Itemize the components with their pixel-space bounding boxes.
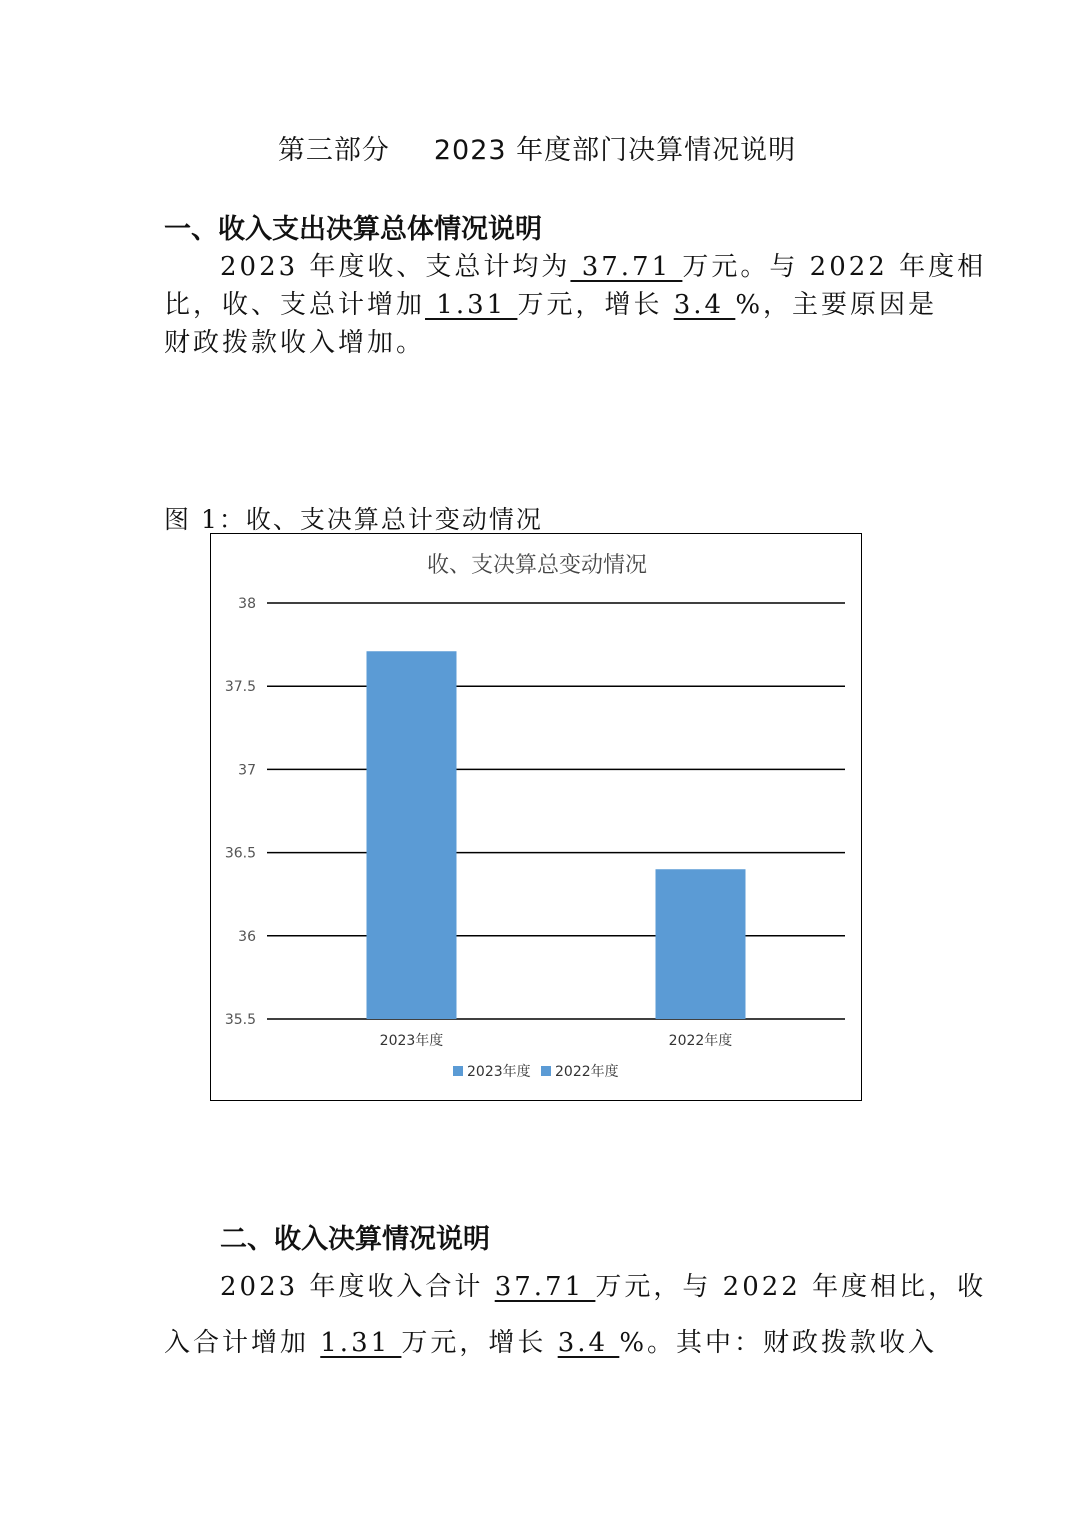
- text-segment: 万元，增长: [517, 290, 674, 320]
- text-segment: 2023 年度收入合计: [220, 1272, 495, 1302]
- legend-label: 2022年度: [555, 1064, 619, 1080]
- figure-caption: 图 1：收、支决算总计变动情况: [164, 505, 543, 534]
- section2-line1: [220, 1266, 986, 1303]
- y-tick-label: 36.5: [224, 845, 256, 862]
- legend-label: 2023年度: [467, 1064, 531, 1080]
- y-tick-label: 37: [238, 762, 256, 779]
- section1-line3: 财政拨款收入增加。: [164, 328, 426, 358]
- y-tick-label: 37.5: [224, 679, 256, 696]
- total-value: 37.71: [570, 252, 683, 282]
- y-tick-label: 35.5: [224, 1012, 256, 1028]
- section1-heading: 一、收入支出决算总体情况说明: [164, 214, 542, 245]
- x-category-label: 2023年度: [379, 1033, 444, 1049]
- chart-container: [210, 533, 862, 1101]
- page-title: [0, 128, 1074, 167]
- x-category-label: 2022年度: [668, 1033, 733, 1049]
- text-segment: 万元。与 2022 年度相: [682, 252, 987, 282]
- section2-heading: 二、收入决算情况说明: [220, 1224, 490, 1255]
- text-segment: 比，收、支总计增加: [164, 290, 426, 320]
- text-segment: %，主要原因是: [735, 290, 938, 320]
- y-tick-label: 38: [238, 596, 256, 612]
- section1-line2: [164, 284, 937, 321]
- section2-line2: [164, 1322, 937, 1359]
- income-growth-value: 3.4: [557, 1328, 620, 1358]
- income-increase-value: 1.31: [320, 1328, 402, 1358]
- title-part: 第三部分: [277, 135, 390, 166]
- bar: [367, 651, 457, 1019]
- section1-line1: [220, 246, 986, 283]
- legend-swatch: [453, 1066, 463, 1076]
- title-text: 2023 年度部门决算情况说明: [433, 135, 797, 166]
- y-tick-label: 36: [238, 928, 256, 945]
- chart-title: 收、支决算总变动情况: [426, 553, 648, 578]
- text-segment: 2023 年度收、支总计均为: [220, 252, 571, 282]
- bar: [656, 869, 746, 1019]
- text-segment: 万元，增长: [401, 1328, 558, 1358]
- text-segment: 万元，与 2022 年度相比，收: [595, 1272, 987, 1302]
- increase-value: 1.31: [425, 290, 518, 320]
- legend-swatch: [541, 1066, 551, 1076]
- income-total-value: 37.71: [494, 1272, 596, 1302]
- bar-chart: [211, 534, 863, 1102]
- growth-value: 3.4: [673, 290, 736, 320]
- text-segment: %。其中：财政拨款收入: [619, 1328, 938, 1358]
- text-segment: 入合计增加: [164, 1328, 321, 1358]
